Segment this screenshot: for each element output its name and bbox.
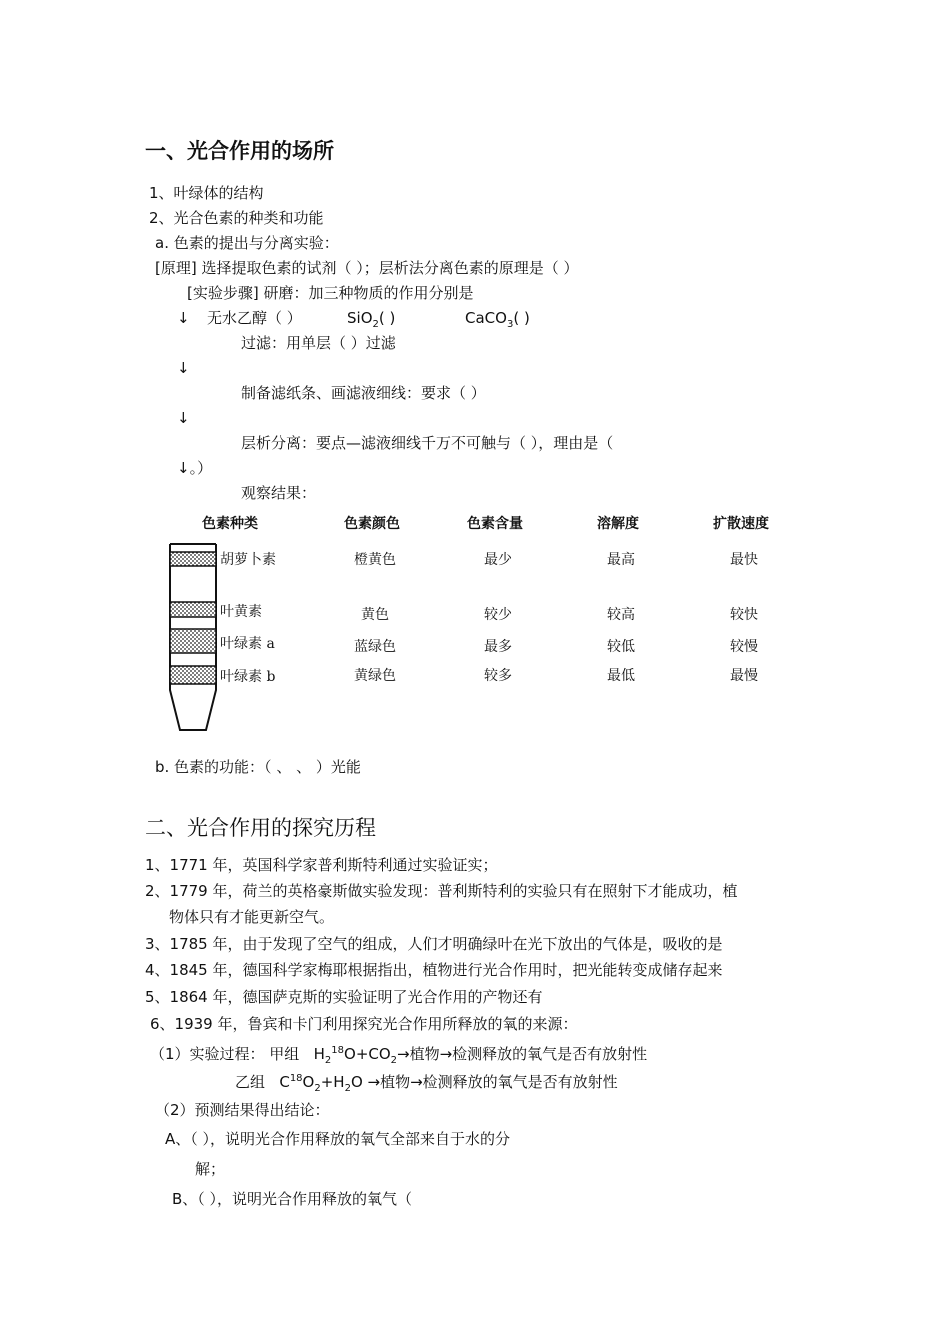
band-chlorophyll-a xyxy=(170,629,216,653)
experiment-group-b: 乙组 $C^{18}O_2+H_2O$ →植物→检测释放的氧气是否有放射性 xyxy=(235,1073,618,1094)
grind-ethanol: 无水乙醇（ ） xyxy=(207,309,302,327)
row-chlorophyll-b-solubility: 最低 xyxy=(607,668,635,684)
history-1845: 4、1845 年，德国科学家梅耶根据指出，植物进行光合作用时，把光能转变成储存起来 xyxy=(145,961,723,979)
grind-sio2: SiO$_2$( ) xyxy=(347,309,396,330)
row-chlorophyll-b-speed: 最慢 xyxy=(730,668,758,684)
row-carotene-content: 最少 xyxy=(484,552,512,568)
history-1779-cont: 物体只有才能更新空气。 xyxy=(169,908,335,926)
predict-line: （2）预测结果得出结论： xyxy=(155,1101,330,1119)
history-1779: 2、1779 年，荷兰的英格豪斯做实验发现：普利斯特利的实验只有在照射下才能成功，植 xyxy=(145,882,738,900)
conclusion-a-cont: 解； xyxy=(195,1160,226,1178)
row-carotene-solubility: 最高 xyxy=(607,552,635,568)
experiment-group-a: （1）实验过程： 甲组 $H_2^{18}O+CO_2\to$植物→检测释放的氧气是否有放射性 xyxy=(150,1045,648,1066)
sub-b-line: b. 色素的功能：（ 、 、 ）光能 xyxy=(155,758,361,776)
row-xanthophyll-name: 叶黄素 xyxy=(220,604,262,620)
prepare-line: 制备滤纸条、画滤液细线：要求（ ） xyxy=(241,384,486,402)
band-chlorophyll-b xyxy=(170,666,216,684)
chromatography-strip xyxy=(160,540,224,740)
conclusion-a: A、（ ），说明光合作用释放的氧气全部来自于水的分 xyxy=(165,1130,511,1148)
arrow-3: ↓ xyxy=(177,409,190,427)
header-content: 色素含量 xyxy=(467,516,523,532)
sub-a-title: a. 色素的提出与分离实验： xyxy=(155,234,339,252)
row-carotene-speed: 最快 xyxy=(730,552,758,568)
row-xanthophyll-color: 黄色 xyxy=(361,607,389,623)
header-color: 色素颜色 xyxy=(344,516,400,532)
section1-title: 一、光合作用的场所 xyxy=(145,139,334,163)
row-xanthophyll-content: 较少 xyxy=(484,607,512,623)
band-xanthophyll xyxy=(170,602,216,617)
row-chlorophyll-b-color: 黄绿色 xyxy=(354,668,396,684)
row-chlorophyll-a-speed: 较慢 xyxy=(730,639,758,655)
history-1939: 6、1939 年，鲁宾和卡门利用探究光合作用所释放的氧的来源： xyxy=(150,1015,578,1033)
header-solubility: 溶解度 xyxy=(597,516,639,532)
row-chlorophyll-a-color: 蓝绿色 xyxy=(354,639,396,655)
row-carotene-name: 胡萝卜素 xyxy=(220,552,276,568)
item-chloroplast-structure: 1、叶绿体的结构 xyxy=(149,184,264,202)
band-carotene xyxy=(170,552,216,566)
observe-line: 观察结果： xyxy=(241,484,317,502)
principle-line: [原理] 选择提取色素的试剂（ ）；层析法分离色素的原理是（ ） xyxy=(155,259,579,277)
history-1864: 5、1864 年，德国萨克斯的实验证明了光合作用的产物还有 xyxy=(145,988,543,1006)
row-chlorophyll-a-content: 最多 xyxy=(484,639,512,655)
history-1785: 3、1785 年，由于发现了空气的组成，人们才明确绿叶在光下放出的气体是，吸收的是 xyxy=(145,935,723,953)
header-type: 色素种类 xyxy=(202,516,258,532)
row-chlorophyll-b-content: 较多 xyxy=(484,668,512,684)
header-speed: 扩散速度 xyxy=(713,516,769,532)
arrow-2: ↓ xyxy=(177,359,190,377)
history-1771: 1、1771 年，英国科学家普利斯特利通过实验证实； xyxy=(145,856,498,874)
filter-line: 过滤：用单层（ ）过滤 xyxy=(241,334,396,352)
row-chlorophyll-b-name: 叶绿素 b xyxy=(220,669,276,685)
row-carotene-color: 橙黄色 xyxy=(354,552,396,568)
conclusion-b: B、（ ），说明光合作用释放的氧气（ xyxy=(172,1190,413,1208)
row-xanthophyll-speed: 较快 xyxy=(730,607,758,623)
row-chlorophyll-a-solubility: 较低 xyxy=(607,639,635,655)
grind-caco3: CaCO$_3$( ) xyxy=(465,309,530,330)
steps-line: [实验步骤] 研磨：加三种物质的作用分别是 xyxy=(187,284,474,302)
separate-line: 层析分离：要点—滤液细线千万不可触与（ ），理由是（ xyxy=(241,434,614,452)
arrow-1: ↓ xyxy=(177,309,190,327)
row-xanthophyll-solubility: 较高 xyxy=(607,607,635,623)
item-pigment-types: 2、光合色素的种类和功能 xyxy=(149,209,324,227)
separate-end: ↓。） xyxy=(177,459,213,477)
row-chlorophyll-a-name: 叶绿素 a xyxy=(220,636,275,652)
section2-title: 二、光合作用的探究历程 xyxy=(145,816,376,840)
